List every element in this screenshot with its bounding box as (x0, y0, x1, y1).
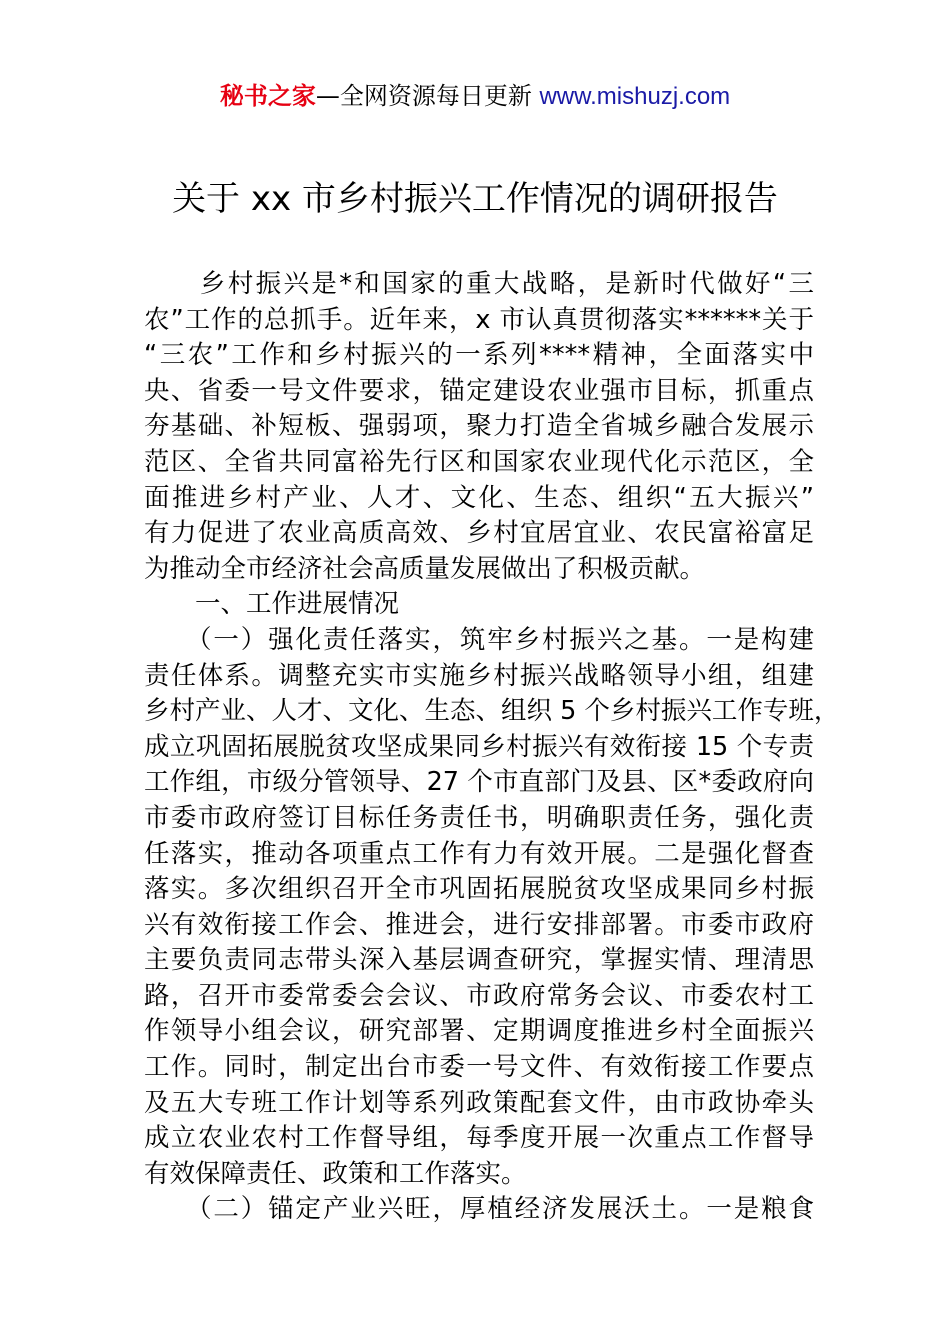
document-body (144, 267, 840, 1228)
body-line: （一）强化责任落实，筑牢乡村振兴之基。一是构建 (144, 624, 814, 655)
body-line: 成立农业农村工作督导组，每季度开展一次重点工作督导 (144, 1123, 814, 1154)
body-line: 成立巩固拓展脱贫攻坚成果同乡村振兴有效衔接 15 个专责 (144, 731, 814, 762)
site-tagline: —全网资源每日更新 (315, 82, 540, 110)
body-line: 路，召开市委常委会会议、市政府常务会议、市委农村工 (144, 980, 814, 1011)
body-line: 作领导小组会议，研究部署、定期调度推进乡村全面振兴 (144, 1016, 814, 1047)
body-line: 兴有效衔接工作会、推进会，进行安排部署。市委市政府 (144, 909, 814, 940)
body-line: 责任体系。调整充实市实施乡村振兴战略领导小组，组建 (144, 660, 814, 691)
body-line: 乡村产业、人才、文化、生态、组织 5 个乡村振兴工作专班， (144, 696, 840, 727)
body-line: 乡村振兴是*和国家的重大战略，是新时代做好“三 (144, 269, 814, 299)
body-line: 为推动全市经济社会高质量发展做出了积极贡献。 (144, 553, 706, 584)
site-header (0, 81, 950, 112)
body-line: 央、省委一号文件要求，锚定建设农业强市目标，抓重点 (144, 375, 814, 406)
body-line: 范区、全省共同富裕先行区和国家农业现代化示范区，全 (144, 446, 814, 477)
site-url-link[interactable]: www.mishuzj.com (539, 83, 731, 110)
body-line: 及五大专班工作计划等系列政策配套文件，由市政协牵头 (144, 1087, 814, 1118)
body-line: 有力促进了农业高质高效、乡村宜居宜业、农民富裕富足 (144, 518, 814, 549)
body-line: “三农”工作和乡村振兴的一系列****精神，全面落实中 (144, 340, 814, 371)
body-line: 农”工作的总抓手。近年来，x 市认真贯彻落实******关于 (144, 304, 814, 335)
body-line: 落实。多次组织召开全市巩固拓展脱贫攻坚成果同乡村振 (144, 874, 814, 905)
body-line: 主要负责同志带头深入基层调查研究，掌握实情、理清思 (144, 945, 814, 976)
body-line: 市委市政府签订目标任务责任书，明确职责任务，强化责 (144, 802, 814, 833)
body-line: 夯基础、补短板、强弱项，聚力打造全省城乡融合发展示 (144, 411, 814, 442)
body-line: 工作组，市级分管领导、27 个市直部门及县、区*委政府向 (144, 767, 814, 798)
document-title: 关于 xx 市乡村振兴工作情况的调研报告 (172, 179, 778, 219)
body-line: （二）锚定产业兴旺，厚植经济发展沃土。一是粮食 (144, 1194, 814, 1225)
brand-name: 秘书之家 (219, 82, 316, 110)
body-line: 一、工作进展情况 (144, 589, 400, 620)
body-line: 任落实，推动各项重点工作有力有效开展。二是强化督查 (144, 838, 814, 869)
body-line: 有效保障责任、政策和工作落实。 (144, 1158, 527, 1189)
body-line: 面推进乡村产业、人才、文化、生态、组织“五大振兴” (144, 482, 814, 513)
body-line: 工作。同时，制定出台市委一号文件、有效衔接工作要点 (144, 1052, 814, 1083)
